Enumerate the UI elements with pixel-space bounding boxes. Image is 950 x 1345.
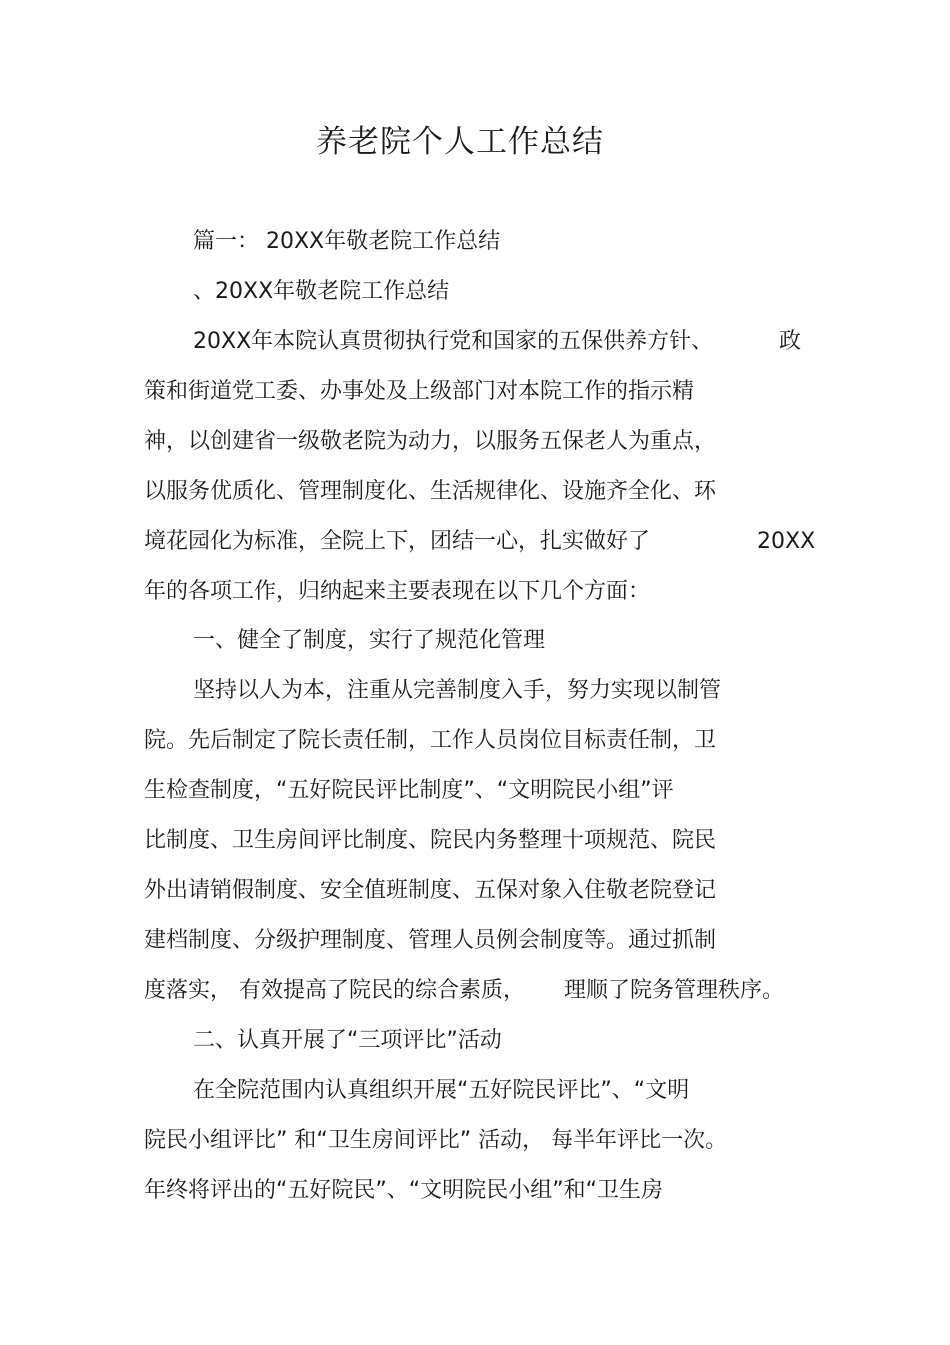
text-line: 年终将评出的“五好院民”、“文明院民小组”和“卫生房 bbox=[144, 1178, 663, 1203]
document-title: 养老院个人工作总结 bbox=[316, 124, 604, 160]
text-line: 比制度、卫生房间评比制度、院民内务整理十项规范、院民 bbox=[144, 828, 717, 853]
text-line: 度落实， 有效提高了院民的综合素质， bbox=[144, 978, 525, 1003]
text-line: 外出请销假制度、安全值班制度、五保对象入住敬老院登记 bbox=[144, 878, 717, 903]
text-line: 策和街道党工委、办事处及上级部门对本院工作的指示精 bbox=[144, 379, 695, 404]
text-line: 境花园化为标准，全院上下，团结一心，扎实做好了 bbox=[144, 529, 651, 554]
text-line: 在全院范围内认真组织开展“五好院民评比”、“文明 bbox=[193, 1078, 690, 1103]
section-heading: 二、认真开展了“三项评比”活动 bbox=[193, 1028, 502, 1053]
text-line: 年的各项工作，归纳起来主要表现在以下几个方面： bbox=[144, 579, 651, 604]
text-line-tail: 政 bbox=[779, 329, 802, 354]
text-line: 生检查制度，“五好院民评比制度”、“文明院民小组”评 bbox=[144, 778, 674, 803]
section-heading: 一、健全了制度，实行了规范化管理 bbox=[193, 628, 546, 653]
text-line: 20XX年本院认真贯彻执行党和国家的五保供养方针、 bbox=[193, 329, 714, 354]
text-line: 建档制度、分级护理制度、管理人员例会制度等。通过抓制 bbox=[144, 928, 717, 953]
text-line: 院民小组评比” 和“卫生房间评比” 活动， 每半年评比一次。 bbox=[144, 1128, 728, 1153]
text-line: 、20XX年敬老院工作总结 bbox=[193, 279, 450, 304]
text-line: 以服务优质化、管理制度化、生活规律化、设施齐全化、环 bbox=[144, 479, 717, 504]
text-line: 坚持以人为本，注重从完善制度入手，努力实现以制管 bbox=[193, 678, 722, 703]
text-line: 篇一： 20XX年敬老院工作总结 bbox=[193, 229, 501, 254]
text-line: 院。先后制定了院长责任制，工作人员岗位目标责任制，卫 bbox=[144, 728, 717, 753]
text-line-tail: 20XX bbox=[757, 529, 816, 554]
text-line-tail: 理顺了院务管理秩序。 bbox=[564, 978, 785, 1003]
text-line: 神，以创建省一级敬老院为动力，以服务五保老人为重点， bbox=[144, 429, 717, 454]
